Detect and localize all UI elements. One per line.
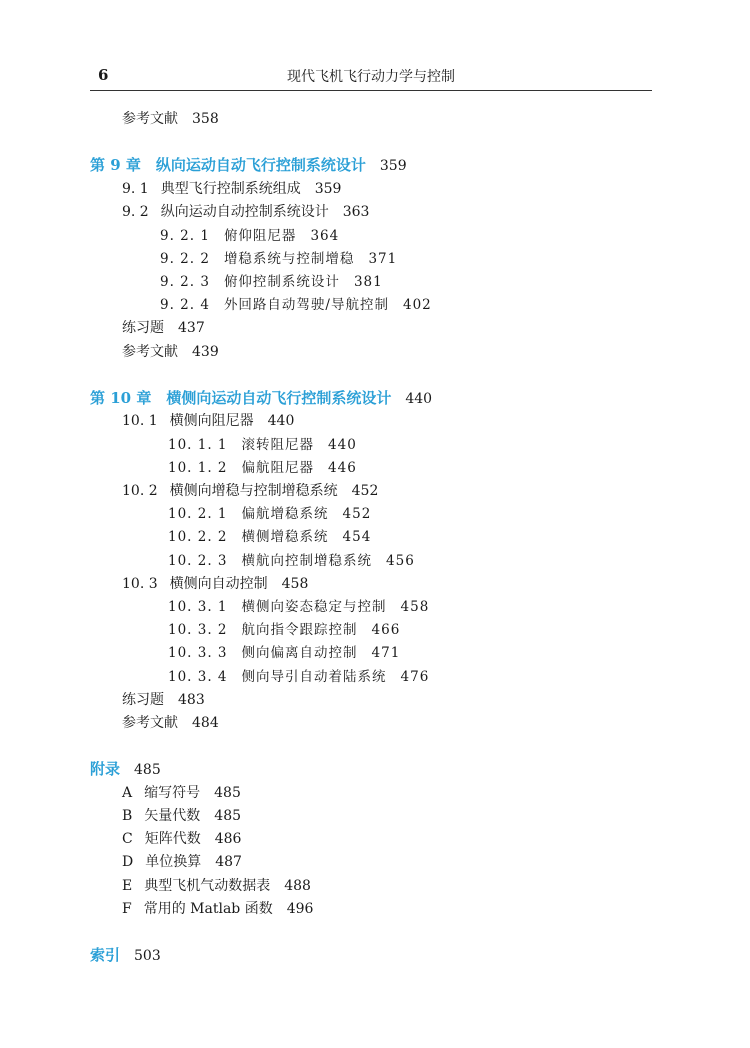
entry-title: 参考文献: [122, 344, 178, 360]
entry-page: 358: [192, 111, 219, 127]
toc-index[interactable]: [90, 946, 161, 965]
section-number: 10. 3. 1: [168, 599, 228, 615]
appendix-letter: D: [122, 854, 134, 870]
toc-subsection-9-2-4[interactable]: [160, 296, 432, 314]
entry-page: 503: [134, 948, 161, 964]
entry-title: 偏航阻尼器: [241, 460, 315, 476]
entry-title: 俯仰阻尼器: [223, 228, 297, 244]
section-number: 10. 3: [122, 576, 158, 592]
entry-page: 485: [214, 785, 241, 801]
entry-page: 440: [405, 391, 433, 407]
entry-title: 偏航增稳系统: [241, 506, 329, 522]
entry-page: 476: [400, 669, 430, 685]
appendix-letter: C: [122, 831, 133, 847]
toc-subsection-9-2-2[interactable]: [160, 250, 397, 268]
entry-page: 454: [342, 529, 372, 545]
entry-page: 485: [214, 808, 242, 824]
entry-page: 364: [310, 228, 340, 244]
section-number: 10. 1: [122, 413, 158, 429]
toc-appendix-d[interactable]: [122, 853, 242, 871]
toc-appendix-f[interactable]: [122, 900, 313, 918]
entry-page: 381: [353, 274, 383, 290]
toc-subsection-10-1-1[interactable]: [168, 436, 357, 454]
toc-subsection-10-3-3[interactable]: [168, 644, 400, 662]
entry-page: 484: [192, 715, 219, 731]
chapter-title: 索引: [90, 946, 121, 964]
appendix-letter: A: [122, 785, 133, 801]
entry-title: 典型飞机气动数据表: [144, 878, 271, 894]
entry-title: 增稳系统与控制增稳: [223, 251, 355, 267]
entry-title: 参考文献: [122, 111, 178, 127]
entry-page: 440: [267, 413, 295, 429]
entry-title: 典型飞行控制系统组成: [160, 181, 301, 197]
toc-section-9-1[interactable]: [122, 180, 341, 198]
section-number: 10. 3. 4: [168, 669, 228, 685]
chapter-title: 第 10 章 横侧向运动自动飞行控制系统设计: [90, 389, 392, 407]
section-number: 9. 2. 1: [160, 228, 210, 244]
entry-page: 446: [328, 460, 357, 476]
page-header: [90, 60, 652, 91]
toc-appendix[interactable]: [90, 760, 161, 779]
entry-title: 练习题: [122, 692, 164, 708]
section-number: 10. 2. 1: [168, 506, 228, 522]
chapter-title: 附录: [90, 760, 121, 778]
entry-title: 侧向导引自动着陆系统: [241, 669, 387, 685]
toc-section-9-2[interactable]: [122, 203, 369, 221]
entry-page: 483: [178, 692, 205, 708]
toc-chapter-9[interactable]: [90, 156, 407, 175]
toc-appendix-b[interactable]: [122, 807, 241, 825]
entry-title: 侧向偏离自动控制: [241, 645, 358, 661]
toc-subsection-10-2-2[interactable]: [168, 528, 371, 546]
entry-page: 452: [342, 506, 372, 522]
toc-subsection-9-2-1[interactable]: [160, 227, 339, 245]
entry-title: 常用的 Matlab 函数: [143, 901, 273, 917]
entry-page: 456: [386, 553, 415, 569]
toc-entry-exercises[interactable]: [122, 691, 205, 709]
entry-page: 471: [371, 645, 401, 661]
appendix-letter: B: [122, 808, 133, 824]
entry-page: 363: [342, 204, 370, 220]
entry-title: 练习题: [122, 320, 164, 336]
entry-page: 458: [400, 599, 430, 615]
entry-page: 359: [314, 181, 342, 197]
toc-subsection-10-1-2[interactable]: [168, 459, 357, 477]
entry-title: 矢量代数: [144, 808, 201, 824]
entry-title: 滚转阻尼器: [241, 437, 315, 453]
toc-entry-references[interactable]: [122, 714, 219, 732]
entry-page: 486: [214, 831, 242, 847]
entry-page: 440: [328, 437, 357, 453]
chapter-title: 第 9 章 纵向运动自动飞行控制系统设计: [90, 156, 366, 174]
entry-page: 359: [379, 158, 407, 174]
toc-section-10-3[interactable]: [122, 575, 308, 593]
section-number: 9. 2. 2: [160, 251, 210, 267]
toc-subsection-9-2-3[interactable]: [160, 273, 383, 291]
toc-entry-references[interactable]: [122, 110, 219, 128]
entry-page: 371: [368, 251, 398, 267]
entry-page: 437: [178, 320, 205, 336]
entry-page: 487: [215, 854, 242, 870]
entry-title: 矩阵代数: [144, 831, 201, 847]
toc-subsection-10-3-1[interactable]: [168, 598, 429, 616]
section-number: 10. 1. 1: [168, 437, 228, 453]
entry-title: 外回路自动驾驶/导航控制: [223, 297, 389, 313]
appendix-letter: E: [122, 878, 133, 894]
entry-title: 缩写符号: [144, 785, 201, 801]
appendix-letter: F: [122, 901, 132, 917]
entry-title: 横侧向增稳与控制增稳系统: [169, 483, 338, 499]
toc-appendix-a[interactable]: [122, 784, 241, 802]
section-number: 10. 1. 2: [168, 460, 228, 476]
entry-title: 航向指令跟踪控制: [241, 622, 358, 638]
entry-title: 横侧增稳系统: [241, 529, 329, 545]
entry-page: 452: [351, 483, 379, 499]
entry-title: 横侧向姿态稳定与控制: [241, 599, 387, 615]
page-number: 6: [98, 66, 109, 84]
toc-subsection-10-2-1[interactable]: [168, 505, 371, 523]
section-number: 9. 2: [122, 204, 149, 220]
entry-title: 纵向运动自动控制系统设计: [160, 204, 329, 220]
toc-subsection-10-3-4[interactable]: [168, 668, 429, 686]
entry-title: 参考文献: [122, 715, 178, 731]
toc-subsection-10-3-2[interactable]: [168, 621, 400, 639]
toc-appendix-c[interactable]: [122, 830, 241, 848]
section-number: 9. 2. 4: [160, 297, 210, 313]
toc-entry-exercises[interactable]: [122, 319, 205, 337]
entry-title: 俯仰控制系统设计: [223, 274, 340, 290]
section-number: 9. 1: [122, 181, 149, 197]
toc-entry-references[interactable]: [122, 343, 219, 361]
entry-page: 485: [134, 762, 161, 778]
section-number: 10. 2. 3: [168, 553, 228, 569]
section-number: 10. 2. 2: [168, 529, 228, 545]
entry-page: 439: [192, 344, 219, 360]
section-number: 10. 2: [122, 483, 158, 499]
toc-section-10-1[interactable]: [122, 412, 294, 430]
entry-title: 单位换算: [145, 854, 202, 870]
toc-appendix-e[interactable]: [122, 877, 311, 895]
book-title: 现代飞机飞行动力学与控制: [287, 69, 455, 85]
toc-subsection-10-2-3[interactable]: [168, 552, 415, 570]
section-number: 10. 3. 3: [168, 645, 228, 661]
entry-title: 横侧向阻尼器: [169, 413, 254, 429]
section-number: 10. 3. 2: [168, 622, 228, 638]
toc-section-10-2[interactable]: [122, 482, 378, 500]
toc-chapter-10[interactable]: [90, 389, 432, 408]
entry-page: 488: [284, 878, 311, 894]
entry-title: 横航向控制增稳系统: [241, 553, 373, 569]
entry-page: 496: [286, 901, 314, 917]
entry-page: 402: [403, 297, 432, 313]
entry-page: 466: [371, 622, 401, 638]
entry-page: 458: [281, 576, 309, 592]
section-number: 9. 2. 3: [160, 274, 210, 290]
entry-title: 横侧向自动控制: [169, 576, 268, 592]
